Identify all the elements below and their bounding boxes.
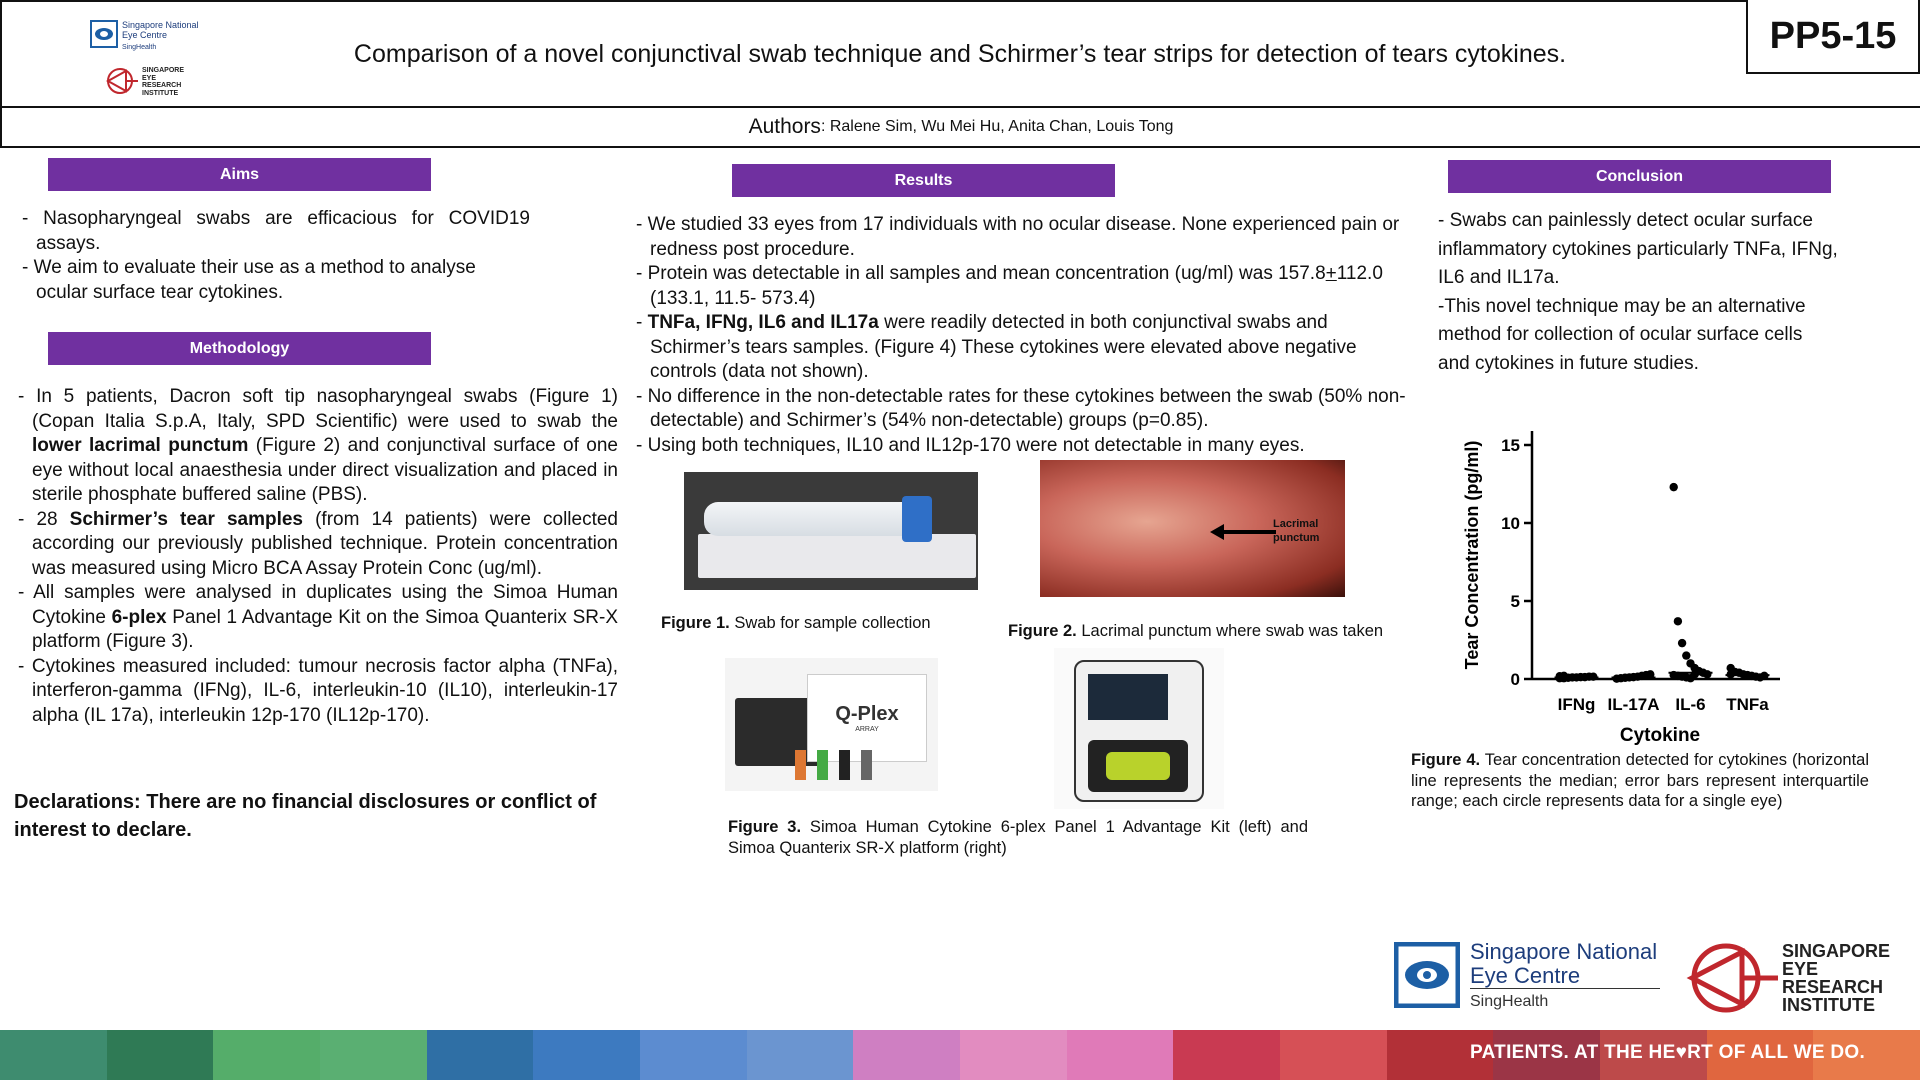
instrument-screen xyxy=(1088,674,1168,720)
figure-3-caption xyxy=(728,817,1308,859)
m3-text-a: All samples were analysed in duplicates using the Simoa Human Cytokine xyxy=(32,582,618,628)
m3-text-c: Panel 1 Advantage Kit on the Simoa Quanterix SR-X platform (Figure 3). xyxy=(32,606,618,652)
seri-large-line3: RESEARCH xyxy=(1782,977,1884,997)
seri-emblem-icon xyxy=(104,66,140,96)
kit-box-label: Q-Plex xyxy=(835,703,899,725)
footer-stripe-segment xyxy=(213,1030,320,1080)
seri-logo-small xyxy=(104,64,194,98)
fig4-label: Figure 4. xyxy=(1411,751,1481,769)
sne-logo-small xyxy=(90,18,200,50)
sne-eye-logo-icon xyxy=(1394,942,1460,1008)
footer-stripe-segment xyxy=(320,1030,427,1080)
figure-3-instrument-image xyxy=(1054,648,1224,809)
seri-large-line2: EYE xyxy=(1782,959,1819,979)
seri-small-line4: INSTITUTE xyxy=(142,89,179,97)
fig2-label: Figure 2. xyxy=(1008,622,1077,640)
aims-item-1: - Nasopharyngeal swabs are efficacious for COVID19 assays. xyxy=(22,207,530,256)
aims-heading: Aims xyxy=(48,158,431,191)
m1-text-c: (Figure 2) and conjunctival surface of one eye without local anaesthesia under direct visualization and placed in sterile phosphate buffered saline (PBS). xyxy=(32,435,618,505)
r3-text-b: were readily detected in both conjunctival swabs and Schirmer’s tears samples. (Figure 4) These cytokines were elevated above negative controls (data not shown). xyxy=(650,312,1357,382)
slogan-part-1: PATIENTS. AT THE HE xyxy=(1470,1042,1676,1063)
results-heading: Results xyxy=(732,164,1115,197)
fig1-label: Figure 1. xyxy=(661,614,730,632)
r2-text-b: 112.0 (133.1, 11.5- 573.4) xyxy=(650,263,1383,309)
seri-small-line3: RESEARCH xyxy=(142,82,182,89)
methodology-item-3 xyxy=(18,581,618,655)
poster-title: Comparison of a novel conjunctival swab technique and Schirmer’s tear strips for detection of tears cytokines. xyxy=(353,40,1567,68)
footer-stripe-segment xyxy=(107,1030,214,1080)
x-tick-label: IL-17A xyxy=(1607,695,1660,714)
sne-small-line3: SingHealth xyxy=(122,44,157,51)
swab-package xyxy=(698,534,976,578)
kit-box-sublabel: ARRAY xyxy=(855,726,879,733)
m1-text-bold: lower lacrimal punctum xyxy=(32,435,249,456)
methodology-item-2 xyxy=(18,508,618,582)
methodology-item-4: - Cytokines measured included: tumour necrosis factor alpha (TNFa), interferon-gamma (IFNg), IL-6, interleukin-10 (IL10), interleukin-17 alpha (IL 17a), interleukin 12p-170 (IL12p-170). xyxy=(18,655,618,729)
m2-text-c: (from 14 patients) were collected according our previously published technique. Protein concentration was measured using Micro BCA Assay Protein Conc (ug/ml). xyxy=(32,508,618,579)
r2-plusminus: + xyxy=(1325,263,1337,284)
footer-stripe-segment xyxy=(1173,1030,1280,1080)
aims-list xyxy=(22,207,530,305)
data-point xyxy=(1670,483,1678,491)
fig3-label: Figure 3. xyxy=(728,818,802,836)
footer-stripe-segment xyxy=(427,1030,534,1080)
swab-tube xyxy=(704,502,914,536)
conclusion-body xyxy=(1438,207,1838,378)
x-tick-label: IL-6 xyxy=(1675,695,1706,714)
footer-slogan xyxy=(1470,1042,1865,1064)
footer-stripe-segment xyxy=(0,1030,107,1080)
conclusion-point-1: - Swabs can painlessly detect ocular surface inflammatory cytokines particularly TNFa, IFNg, IL6 and IL17a. xyxy=(1438,210,1838,288)
data-point xyxy=(1682,651,1690,659)
r3-text-bold: TNFa, IFNg, IL6 and IL17a xyxy=(647,312,879,333)
x-tick-label: IFNg xyxy=(1557,695,1596,714)
y-tick-label: 5 xyxy=(1510,592,1520,611)
seri-large-line1: SINGAPORE xyxy=(1782,941,1891,961)
fig3-text: Simoa Human Cytokine 6-plex Panel 1 Advantage Kit (left) and Simoa Quanterix SR-X platform (right) xyxy=(728,818,1309,857)
chart-ylabel: Tear Concentration (pg/ml) xyxy=(1462,440,1482,670)
results-list xyxy=(636,213,1416,458)
slogan-part-2: RT OF ALL WE DO. xyxy=(1687,1042,1866,1063)
kit-box xyxy=(807,674,927,762)
sne-large-line3: SingHealth xyxy=(1470,993,1549,1010)
authors-label: Authors xyxy=(748,115,821,138)
figure-1-caption xyxy=(661,613,981,634)
poster-id-box xyxy=(1746,0,1920,74)
figure-2-image xyxy=(1040,460,1345,597)
conclusion-heading: Conclusion xyxy=(1448,160,1831,193)
sne-large-line1: Singapore National xyxy=(1470,939,1658,964)
fig2-text: Lacrimal punctum where swab was taken xyxy=(1076,622,1384,640)
x-tick-label: TNFa xyxy=(1726,695,1769,714)
footer-stripe-segment xyxy=(640,1030,747,1080)
methodology-item-1 xyxy=(18,385,618,508)
fig1-text: Swab for sample collection xyxy=(729,614,931,632)
declarations: Declarations: There are no financial disclosures or conflict of interest to declare. xyxy=(14,791,597,841)
m1-text-a: In 5 patients, Dacron soft tip nasopharyngeal swabs (Figure 1) (Copan Italia S.p.A, Italy, SPD Scientific) were used to swab the xyxy=(32,386,618,432)
results-item-3 xyxy=(636,311,1416,385)
m2-text-bold: Schirmer’s tear samples xyxy=(69,508,303,530)
sne-small-line2: Eye Centre xyxy=(122,30,168,40)
swab-tube-cap xyxy=(902,496,932,542)
authors-bar xyxy=(0,106,1920,148)
results-item-1: - We studied 33 eyes from 17 individuals with no ocular disease. None experienced pain or redness post procedure. xyxy=(636,213,1416,262)
results-item-5: - Using both techniques, IL10 and IL12p-170 were not detectable in many eyes. xyxy=(636,434,1416,459)
r2-text-a: Protein was detectable in all samples and mean concentration (ug/ml) was 157.8 xyxy=(647,263,1326,284)
results-item-2 xyxy=(636,262,1416,311)
seri-small-line1: SINGAPORE xyxy=(142,67,185,74)
aims-item-2: - We aim to evaluate their use as a method to analyse ocular surface tear cytokines. xyxy=(22,256,530,305)
seri-large-line4: INSTITUTE xyxy=(1782,995,1875,1015)
seri-emblem-large-icon xyxy=(1682,938,1782,1018)
kit-vials xyxy=(795,750,905,780)
authors-list: : Ralene Sim, Wu Mei Hu, Anita Chan, Louis Tong xyxy=(820,118,1174,135)
figure-2-caption xyxy=(1008,621,1428,642)
footer-stripe-segment xyxy=(1280,1030,1387,1080)
results-item-4: - No difference in the non-detectable rates for these cytokines between the swab (50% non-detectable) and Schirmer’s (54% non-detectable) groups (p=0.85). xyxy=(636,385,1416,434)
instrument-disc xyxy=(1106,752,1170,780)
sne-large-line2: Eye Centre xyxy=(1470,964,1660,989)
fig2-annotation-line1: Lacrimal xyxy=(1273,518,1319,530)
m2-text-a: 28 xyxy=(36,508,70,530)
data-point xyxy=(1695,667,1703,675)
m3-text-bold: 6-plex xyxy=(111,606,167,628)
data-point xyxy=(1678,639,1686,647)
footer-stripe-segment xyxy=(747,1030,854,1080)
fig2-annotation-line2: punctum xyxy=(1273,532,1320,544)
eye-icon xyxy=(90,20,118,48)
figure-4-caption xyxy=(1411,750,1869,812)
figure-4-chart xyxy=(1450,415,1820,745)
sne-small-line1: Singapore National xyxy=(122,20,199,30)
y-tick-label: 15 xyxy=(1501,436,1520,455)
footer-stripe-segment xyxy=(853,1030,960,1080)
footer-stripe-segment xyxy=(960,1030,1067,1080)
y-tick-label: 10 xyxy=(1501,514,1520,533)
fig4-text: Tear concentration detected for cytokines (horizontal line represents the median; error bars represent interquartile range; each circle represents data for a single eye) xyxy=(1411,751,1869,810)
footer-stripe-segment xyxy=(533,1030,640,1080)
chart-xlabel: Cytokine xyxy=(1619,725,1701,745)
arrow-left-icon xyxy=(1210,522,1280,542)
footer-stripe-segment xyxy=(1067,1030,1174,1080)
methodology-heading: Methodology xyxy=(48,332,431,365)
figure-1-image xyxy=(684,472,978,590)
conclusion-point-2: -This novel technique may be an alternative method for collection of ocular surface cells and cytokines in future studies. xyxy=(1438,295,1806,374)
y-tick-label: 0 xyxy=(1510,670,1520,689)
seri-small-line2: EYE xyxy=(142,74,157,82)
data-point xyxy=(1560,672,1568,680)
seri-logo-large xyxy=(1682,938,1902,1018)
data-point xyxy=(1703,670,1711,678)
methodology-list xyxy=(18,385,618,728)
heart-icon: ♥ xyxy=(1675,1042,1688,1063)
data-point xyxy=(1674,617,1682,625)
figure-3-kit-image xyxy=(725,658,938,791)
sne-logo-large xyxy=(1394,938,1660,1018)
poster-id: PP5-15 xyxy=(1769,14,1897,57)
